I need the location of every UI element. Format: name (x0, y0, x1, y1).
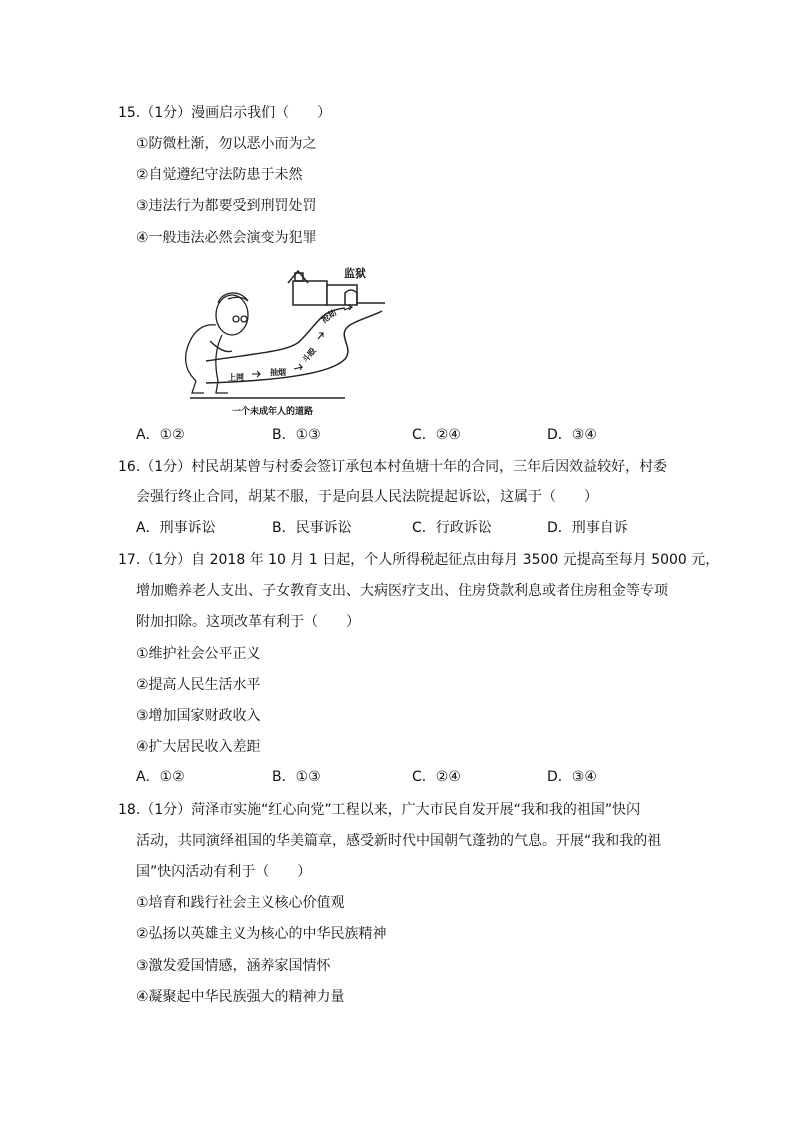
q17-option-d[interactable]: D．③④ (547, 769, 597, 785)
q16-option-c[interactable]: C．行政诉讼 (412, 520, 492, 536)
q18-stem-line-2: 活动，共同演绎祖国的华美篇章，感受新时代中国朝气蓬勃的气息。开展“我和我的祖 (136, 833, 662, 849)
prison-label: 监狱 (344, 267, 366, 280)
q15-stem: 15.（1分）漫画启示我们（ ） (118, 105, 332, 121)
q18-item-2: ②弘扬以英雄主义为核心的中华民族精神 (136, 926, 387, 942)
road (190, 308, 382, 398)
q17-item-3: ③增加国家财政收入 (136, 708, 261, 724)
q15-option-d[interactable]: D．③④ (547, 427, 597, 443)
q15-option-b[interactable]: B．①③ (272, 427, 321, 443)
cartoon-caption: 一个未成年人的道路 (232, 407, 314, 417)
q17-option-c[interactable]: C．②④ (412, 769, 461, 785)
q15-item-1: ①防微杜渐，勿以恶小而为之 (136, 136, 317, 152)
q17-item-2: ②提高人民生活水平 (136, 677, 261, 693)
q18-item-1: ①培育和践行社会主义核心价值观 (136, 895, 345, 911)
q17-option-b[interactable]: B．①③ (272, 769, 321, 785)
prison-building (288, 271, 385, 305)
road-step-2: 抽烟 (270, 368, 286, 377)
road-step-3: 斗殴 (300, 346, 318, 365)
q16-option-b[interactable]: B．民事诉讼 (272, 520, 352, 536)
q17-option-a[interactable]: A．①② (136, 769, 185, 785)
q15-option-c[interactable]: C．②④ (412, 427, 461, 443)
q17-stem-line-2: 增加赡养老人支出、子女教育支出、大病医疗支出、住房贷款利息或者住房租金等专项 (136, 583, 668, 599)
q16-stem-line-1: 16.（1分）村民胡某曾与村委会签订承包本村鱼塘十年的合同，三年后因效益较好，村委 (118, 459, 668, 475)
q15-item-2: ②自觉遵纪守法防患于未然 (136, 167, 303, 183)
q15-cartoon (170, 263, 392, 418)
q15-item-3: ③违法行为都要受到刑罚处罚 (136, 198, 317, 214)
q16-stem-line-2: 会强行终止合同，胡某不服，于是向县人民法院提起诉讼，这属于（ ） (136, 489, 598, 505)
q15-option-a[interactable]: A．①② (136, 427, 185, 443)
q16-option-d[interactable]: D．刑事自诉 (547, 520, 628, 536)
q17-item-1: ①维护社会公平正义 (136, 646, 261, 662)
q18-item-4: ④凝聚起中华民族强大的精神力量 (136, 989, 345, 1005)
road-step-4: 抢劫 (319, 308, 339, 325)
q17-item-4: ④扩大居民收入差距 (136, 739, 261, 755)
q18-stem-line-3: 国”快闪活动有利于（ ） (136, 864, 312, 880)
q17-stem-line-3: 附加扣除。这项改革有利于（ ） (136, 614, 360, 630)
q18-stem-line-1: 18.（1分）菏泽市实施“红心向党”工程以来，广大市民自发开展“我和我的祖国”快闪 (118, 802, 641, 818)
q17-stem-line-1: 17.（1分）自 2018 年 10 月 1 日起，个人所得税起征点由每月 3500 元提高至每月 5000 元， (118, 552, 720, 568)
q18-item-3: ③激发爱国情感，涵养家国情怀 (136, 958, 331, 974)
q16-option-a[interactable]: A．刑事诉讼 (136, 520, 216, 536)
q15-item-4: ④一般违法必然会演变为犯罪 (136, 230, 317, 246)
road-step-1: 上网 (228, 373, 244, 382)
